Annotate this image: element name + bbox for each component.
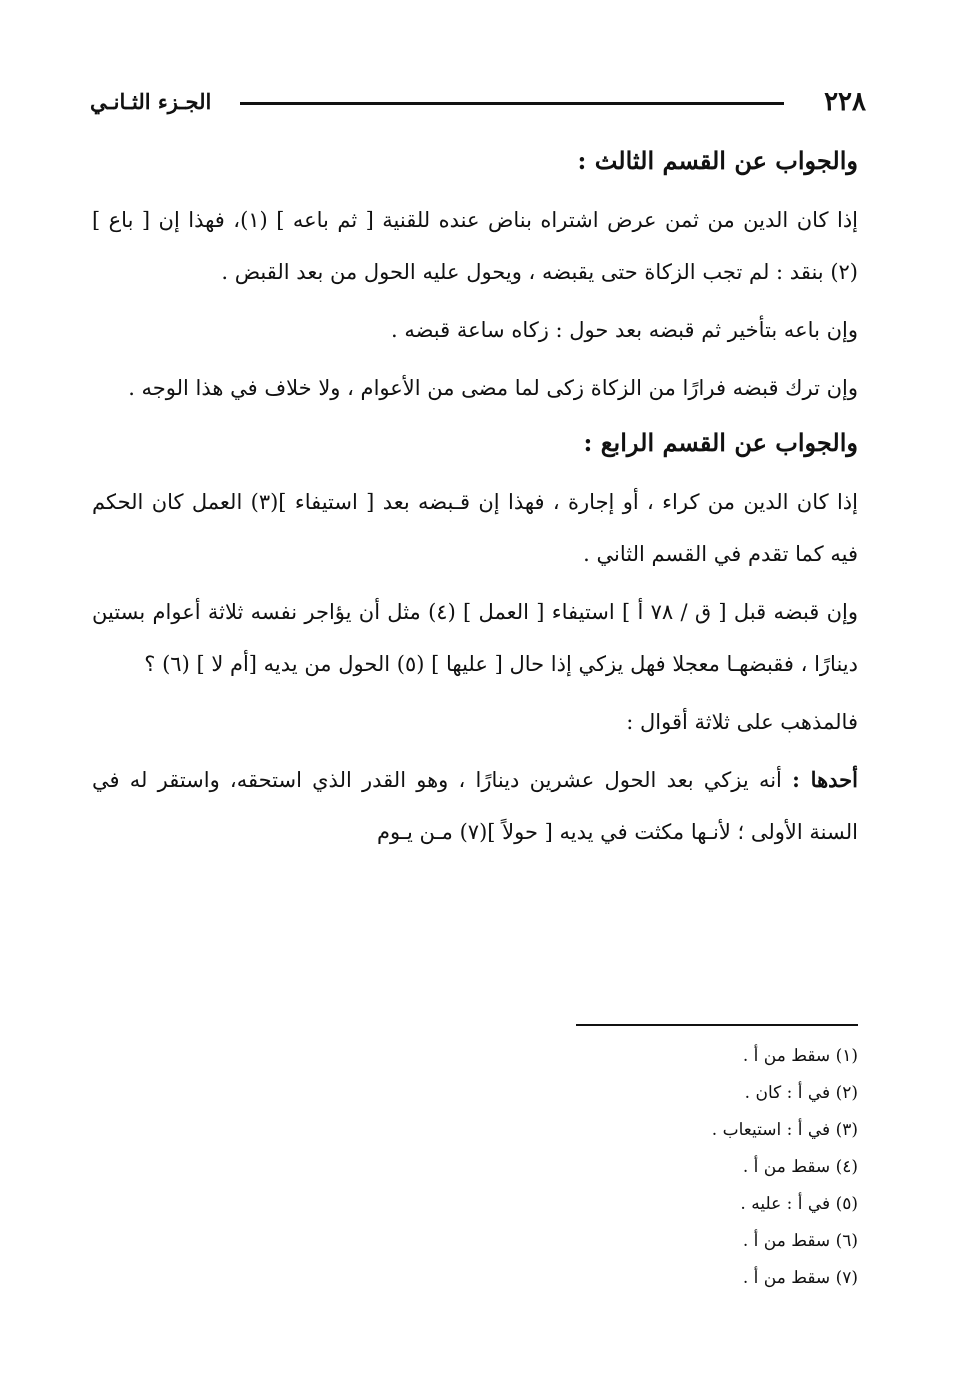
paragraph xyxy=(92,754,858,858)
paragraph: إذا كان الدين من كراء ، أو إجارة ، فهذا إن قـبضه بعد [ استيفاء ](٣) العمل كان الحكم فيه كما تقدم في القسم الثاني . xyxy=(92,490,858,566)
header-divider xyxy=(240,102,784,105)
footnote: (٢) في أ : كان . xyxy=(744,1083,858,1103)
footnote: (٣) في أ : استيعاب . xyxy=(711,1120,858,1140)
footnote: (١) سقط من أ . xyxy=(742,1046,858,1066)
footnote-divider xyxy=(576,1024,858,1026)
paragraph-lead: أحدها : xyxy=(792,767,858,792)
page-header xyxy=(90,82,866,122)
footnote: (٧) سقط من أ . xyxy=(742,1268,858,1288)
main-text xyxy=(92,138,858,864)
footnote: (٦) سقط من أ . xyxy=(742,1231,858,1251)
paragraph: وإن باعه بتأخير ثم قبضه بعد حول : زكاه ساعة قبضه . xyxy=(390,318,858,342)
section-heading-fourth: والجواب عن القسم الرابع : xyxy=(583,428,858,457)
page-number: ٢٢٨ xyxy=(824,87,866,117)
paragraph: إذا كان الدين من ثمن عرض اشتراه بناض عنده للقنية [ ثم باعه ] (١)، فهذا إن [ باع ] (٢) بنقد : لم تجب الزكاة حتى يقبضه ، ويحول عليه الحول من بعد القبض . xyxy=(92,208,858,284)
footnotes xyxy=(458,1038,858,1297)
footnote: (٤) سقط من أ . xyxy=(742,1157,858,1177)
paragraph: وإن ترك قبضه فرارًا من الزكاة زكى لما مضى من الأعوام ، ولا خلاف في هذا الوجه . xyxy=(128,376,858,400)
section-heading-third: والجواب عن القسم الثالث : xyxy=(577,146,858,175)
running-title: الجـزء الثـانـي xyxy=(90,89,212,114)
footnote: (٥) في أ : عليه . xyxy=(740,1194,858,1214)
paragraph-text: أنه يزكي بعد الحول عشرين دينارًا ، وهو القدر الذي استحقه، واستقر له في السنة الأولى ؛ لأنـها مكثت في يديه [ حولاً ](٧) مـن يـوم xyxy=(92,768,858,844)
paragraph: وإن قبضه قبل [ ق / ٧٨ أ ] استيفاء [ العمل ] (٤) مثل أن يؤاجر نفسه ثلاثة أعوام بستين دينارًا ، فقبضهـا معجلا فهل يزكي إذا حال [ عليها ] (٥) الحول من يديه [أم لا ] (٦) ؟ xyxy=(92,600,859,676)
paragraph: فالمذهب على ثلاثة أقوال : xyxy=(626,710,858,734)
